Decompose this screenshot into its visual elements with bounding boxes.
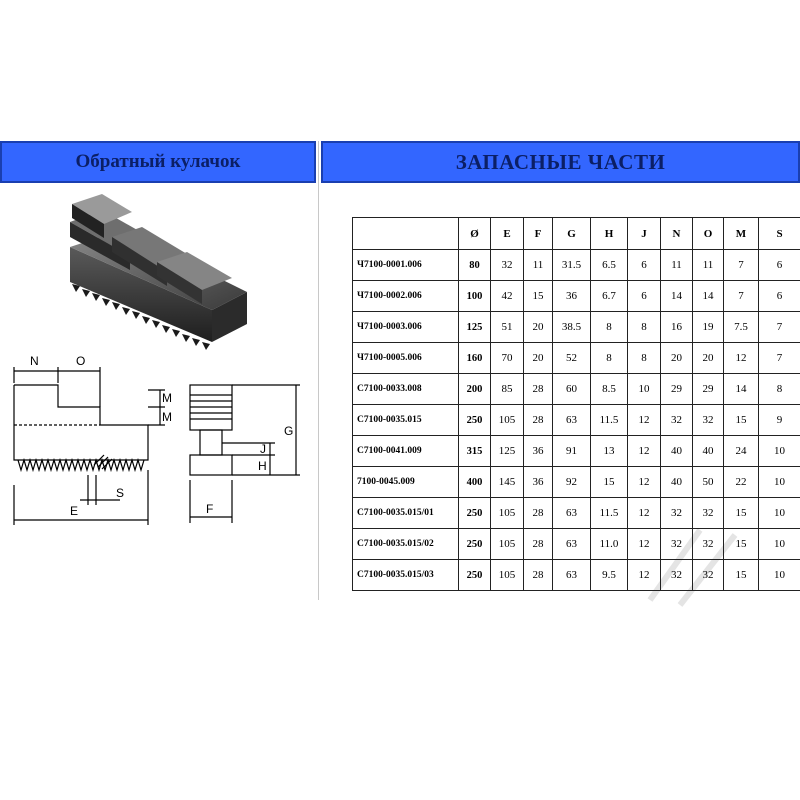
value-cell: 12 bbox=[628, 405, 661, 436]
table-body bbox=[353, 250, 800, 591]
column-header: H bbox=[591, 218, 628, 250]
value-cell: 105 bbox=[491, 529, 524, 560]
value-cell: 20 bbox=[661, 343, 693, 374]
value-cell: 20 bbox=[524, 312, 553, 343]
value-cell: 32 bbox=[693, 560, 724, 591]
value-cell: 16 bbox=[661, 312, 693, 343]
value-cell: 32 bbox=[661, 529, 693, 560]
column-header: E bbox=[491, 218, 524, 250]
value-cell: 32 bbox=[661, 560, 693, 591]
value-cell: 20 bbox=[693, 343, 724, 374]
dim-label-j: J bbox=[260, 442, 266, 456]
panel-divider bbox=[318, 141, 319, 600]
value-cell: 400 bbox=[459, 467, 491, 498]
value-cell: 6.7 bbox=[591, 281, 628, 312]
column-header: G bbox=[553, 218, 591, 250]
value-cell: 28 bbox=[524, 529, 553, 560]
value-cell: 6.5 bbox=[591, 250, 628, 281]
dim-label-s: S bbox=[116, 486, 125, 500]
value-cell: 70 bbox=[491, 343, 524, 374]
column-header: F bbox=[524, 218, 553, 250]
value-cell: 10 bbox=[628, 374, 661, 405]
value-cell: 15 bbox=[524, 281, 553, 312]
value-cell: 32 bbox=[693, 498, 724, 529]
part-number-cell: Ч7100-0005.006 bbox=[353, 343, 459, 374]
value-cell: 12 bbox=[628, 436, 661, 467]
value-cell: 31.5 bbox=[553, 250, 591, 281]
value-cell: 63 bbox=[553, 498, 591, 529]
value-cell: 28 bbox=[524, 405, 553, 436]
value-cell: 50 bbox=[693, 467, 724, 498]
column-header: O bbox=[693, 218, 724, 250]
value-cell: 105 bbox=[491, 560, 524, 591]
column-header: Ø bbox=[459, 218, 491, 250]
table-row bbox=[353, 560, 800, 591]
value-cell: 6 bbox=[628, 250, 661, 281]
column-header bbox=[353, 218, 459, 250]
value-cell: 7 bbox=[759, 312, 800, 343]
value-cell: 8 bbox=[628, 343, 661, 374]
value-cell: 52 bbox=[553, 343, 591, 374]
value-cell: 7.5 bbox=[724, 312, 759, 343]
dim-label-m1: M bbox=[162, 391, 172, 405]
value-cell: 40 bbox=[661, 436, 693, 467]
value-cell: 12 bbox=[628, 498, 661, 529]
dim-label-m2: M bbox=[162, 410, 172, 424]
dim-label-o: O bbox=[76, 354, 86, 368]
value-cell: 8 bbox=[628, 312, 661, 343]
value-cell: 80 bbox=[459, 250, 491, 281]
table-row bbox=[353, 436, 800, 467]
table-row bbox=[353, 467, 800, 498]
part-number-cell: С7100-0033.008 bbox=[353, 374, 459, 405]
value-cell: 11.0 bbox=[591, 529, 628, 560]
value-cell: 15 bbox=[724, 405, 759, 436]
value-cell: 32 bbox=[661, 498, 693, 529]
part-number-cell: 7100-0045.009 bbox=[353, 467, 459, 498]
value-cell: 11 bbox=[524, 250, 553, 281]
left-title: Обратный кулачок bbox=[75, 151, 241, 172]
column-header: S bbox=[759, 218, 800, 250]
value-cell: 100 bbox=[459, 281, 491, 312]
value-cell: 160 bbox=[459, 343, 491, 374]
value-cell: 6 bbox=[759, 281, 800, 312]
value-cell: 14 bbox=[693, 281, 724, 312]
value-cell: 36 bbox=[553, 281, 591, 312]
value-cell: 250 bbox=[459, 405, 491, 436]
value-cell: 63 bbox=[553, 560, 591, 591]
value-cell: 9 bbox=[759, 405, 800, 436]
value-cell: 15 bbox=[591, 467, 628, 498]
value-cell: 13 bbox=[591, 436, 628, 467]
value-cell: 250 bbox=[459, 498, 491, 529]
value-cell: 250 bbox=[459, 529, 491, 560]
value-cell: 6 bbox=[628, 281, 661, 312]
value-cell: 11 bbox=[693, 250, 724, 281]
value-cell: 10 bbox=[759, 529, 800, 560]
value-cell: 63 bbox=[553, 529, 591, 560]
value-cell: 29 bbox=[661, 374, 693, 405]
spare-parts-table bbox=[352, 217, 800, 591]
part-number-cell: С7100-0035.015/03 bbox=[353, 560, 459, 591]
part-number-cell: Ч7100-0001.006 bbox=[353, 250, 459, 281]
value-cell: 14 bbox=[661, 281, 693, 312]
value-cell: 38.5 bbox=[553, 312, 591, 343]
value-cell: 200 bbox=[459, 374, 491, 405]
table-row bbox=[353, 281, 800, 312]
value-cell: 22 bbox=[724, 467, 759, 498]
value-cell: 315 bbox=[459, 436, 491, 467]
value-cell: 9.5 bbox=[591, 560, 628, 591]
value-cell: 10 bbox=[759, 560, 800, 591]
value-cell: 7 bbox=[759, 343, 800, 374]
value-cell: 250 bbox=[459, 560, 491, 591]
value-cell: 6 bbox=[759, 250, 800, 281]
value-cell: 91 bbox=[553, 436, 591, 467]
value-cell: 12 bbox=[628, 529, 661, 560]
value-cell: 145 bbox=[491, 467, 524, 498]
value-cell: 15 bbox=[724, 560, 759, 591]
table-row bbox=[353, 343, 800, 374]
value-cell: 125 bbox=[491, 436, 524, 467]
value-cell: 19 bbox=[693, 312, 724, 343]
value-cell: 7 bbox=[724, 250, 759, 281]
value-cell: 12 bbox=[724, 343, 759, 374]
value-cell: 85 bbox=[491, 374, 524, 405]
value-cell: 36 bbox=[524, 436, 553, 467]
dim-label-e: E bbox=[70, 504, 79, 518]
value-cell: 40 bbox=[661, 467, 693, 498]
right-title: ЗАПАСНЫЕ ЧАСТИ bbox=[455, 149, 666, 174]
table-header-row bbox=[353, 218, 800, 250]
table-row bbox=[353, 529, 800, 560]
part-number-cell: С7100-0041.009 bbox=[353, 436, 459, 467]
technical-drawing bbox=[0, 345, 316, 535]
value-cell: 15 bbox=[724, 529, 759, 560]
value-cell: 28 bbox=[524, 498, 553, 529]
column-header: N bbox=[661, 218, 693, 250]
value-cell: 11 bbox=[661, 250, 693, 281]
value-cell: 24 bbox=[724, 436, 759, 467]
jaw-photo bbox=[62, 192, 262, 357]
value-cell: 15 bbox=[724, 498, 759, 529]
value-cell: 12 bbox=[628, 467, 661, 498]
value-cell: 8.5 bbox=[591, 374, 628, 405]
value-cell: 32 bbox=[661, 405, 693, 436]
part-number-cell: Ч7100-0003.006 bbox=[353, 312, 459, 343]
table-row bbox=[353, 312, 800, 343]
left-title-banner bbox=[0, 141, 316, 183]
dim-label-f: F bbox=[206, 502, 214, 516]
value-cell: 28 bbox=[524, 374, 553, 405]
value-cell: 60 bbox=[553, 374, 591, 405]
value-cell: 105 bbox=[491, 405, 524, 436]
dim-label-g: G bbox=[284, 424, 294, 438]
table-row bbox=[353, 374, 800, 405]
value-cell: 32 bbox=[693, 529, 724, 560]
value-cell: 7 bbox=[724, 281, 759, 312]
value-cell: 51 bbox=[491, 312, 524, 343]
table-row bbox=[353, 405, 800, 436]
value-cell: 125 bbox=[459, 312, 491, 343]
value-cell: 28 bbox=[524, 560, 553, 591]
value-cell: 20 bbox=[524, 343, 553, 374]
value-cell: 11.5 bbox=[591, 498, 628, 529]
value-cell: 42 bbox=[491, 281, 524, 312]
part-number-cell: С7100-0035.015 bbox=[353, 405, 459, 436]
value-cell: 10 bbox=[759, 467, 800, 498]
value-cell: 11.5 bbox=[591, 405, 628, 436]
value-cell: 105 bbox=[491, 498, 524, 529]
value-cell: 40 bbox=[693, 436, 724, 467]
dim-label-h: H bbox=[258, 459, 267, 473]
table-row bbox=[353, 498, 800, 529]
dim-label-n: N bbox=[30, 354, 39, 368]
value-cell: 36 bbox=[524, 467, 553, 498]
column-header: J bbox=[628, 218, 661, 250]
value-cell: 92 bbox=[553, 467, 591, 498]
value-cell: 32 bbox=[693, 405, 724, 436]
value-cell: 8 bbox=[591, 343, 628, 374]
table-row bbox=[353, 250, 800, 281]
part-number-cell: С7100-0035.015/01 bbox=[353, 498, 459, 529]
value-cell: 8 bbox=[591, 312, 628, 343]
part-number-cell: С7100-0035.015/02 bbox=[353, 529, 459, 560]
value-cell: 10 bbox=[759, 498, 800, 529]
column-header: M bbox=[724, 218, 759, 250]
value-cell: 14 bbox=[724, 374, 759, 405]
value-cell: 10 bbox=[759, 436, 800, 467]
value-cell: 12 bbox=[628, 560, 661, 591]
value-cell: 63 bbox=[553, 405, 591, 436]
value-cell: 8 bbox=[759, 374, 800, 405]
value-cell: 29 bbox=[693, 374, 724, 405]
part-number-cell: Ч7100-0002.006 bbox=[353, 281, 459, 312]
right-title-banner bbox=[321, 141, 800, 183]
value-cell: 32 bbox=[491, 250, 524, 281]
